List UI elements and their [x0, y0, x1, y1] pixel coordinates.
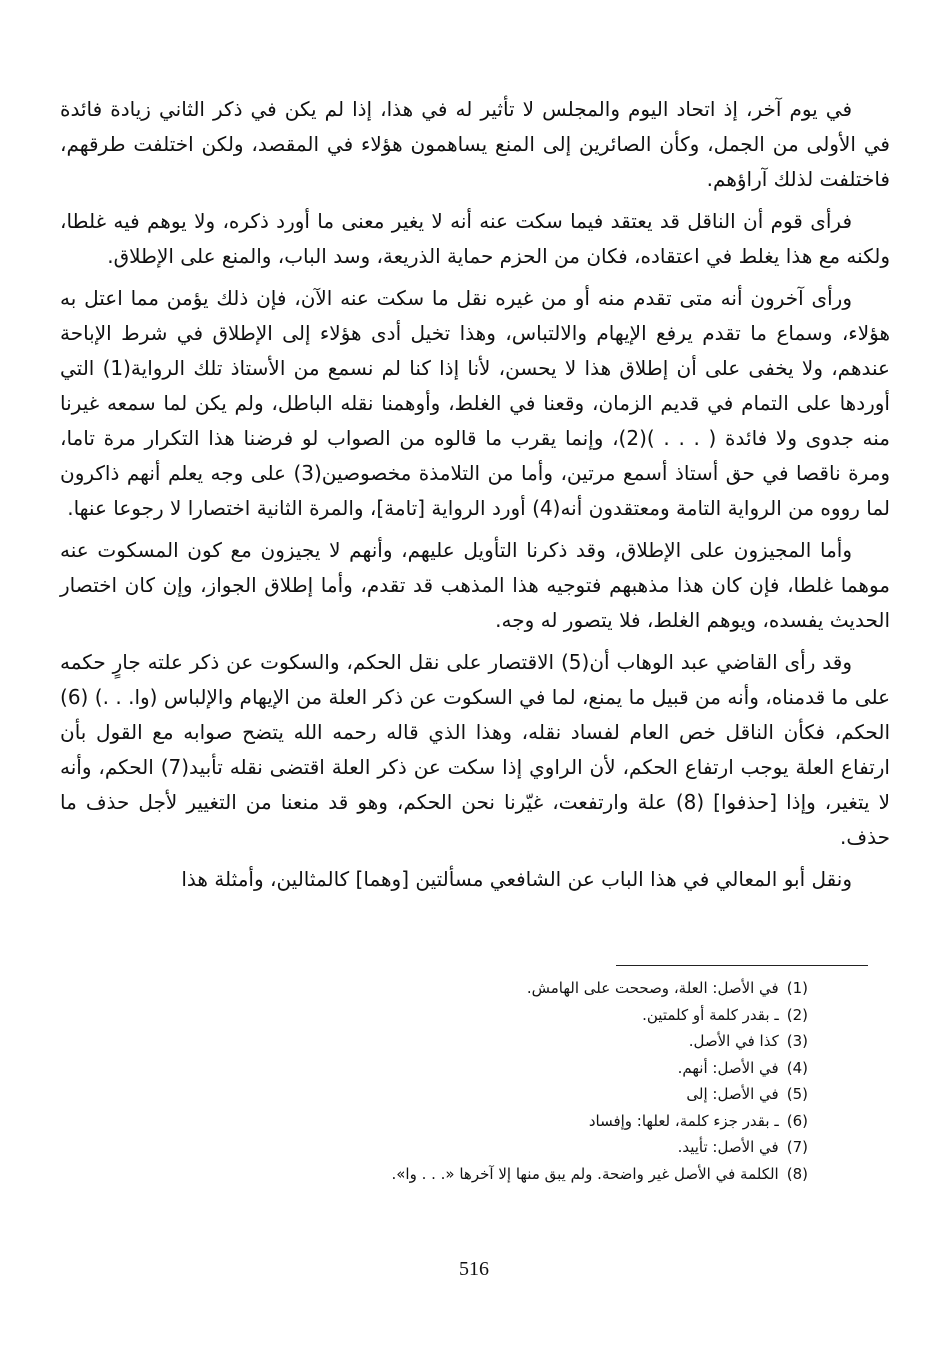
footnote-item — [108, 1108, 808, 1135]
footnote-text: الكلمة في الأصل غير واضحة. ولم يبق منها إلا آخرها «. . . وا». — [391, 1164, 779, 1183]
footnote-number: (3) — [786, 1032, 808, 1050]
footnote-number: (1) — [786, 979, 808, 997]
footnote-text: ـ بقدر كلمة أو كلمتين. — [642, 1005, 779, 1024]
paragraph: وأما المجيزون على الإطلاق، وقد ذكرنا التأويل عليهم، وأنهم لا يجيزون مع كون المسكوت عنه موهما غلطا، فإن كان هذا مذهبهم فتوجيه هذا المذهب قد تقدم، وأما إطلاق الجواز، وإن كان اختصار الحديث يفسده، ويوهم الغلط، فلا يتصور له وجه. — [60, 538, 890, 632]
main-text — [60, 92, 890, 904]
footnote-text: كذا في الأصل. — [688, 1032, 779, 1050]
paragraph: فرأى قوم أن الناقل قد يعتقد فيما سكت عنه أنه لا يغير معنى ما أورد ذكره، ولا يوهم فيه غلطا، ولكنه مع هذا يغلط في اعتقاده، فكان من الحزم حماية الذريعة، وسد الباب، والمنع على الإطلاق. — [60, 209, 890, 268]
footnote-number: (5) — [786, 1085, 808, 1103]
footnote-item — [108, 1002, 808, 1029]
footnote-separator — [616, 965, 868, 966]
paragraph: ورأى آخرون أنه متى تقدم منه أو من غيره نقل ما سكت عنه الآن، فإن ذلك يؤمن مما اعتل به هؤلاء، وسماع ما تقدم يرفع الإيهام والالتباس، وهذا تخيل أدى هؤلاء إلى الإطلاق في شرط الإباحة عندهم، ولا يخفى على أن إطلاق هذا لا يحسن، لأنا إذا كنا لم نسمع من الأستاذ تلك الرواية(1) التي أوردها على التمام في قديم الزمان، وقعنا في الغلط، وأوهمنا نقله الباطل، ولم يكن لما سمعه غيرنا منه جدوى ولا فائدة ( . . . )(2)، وإنما يقرب ما قالوه من الصواب لو فرضنا هذا التكرار مرة تاما، ومرة ناقصا في حق أستاذ أسمع مرتين، وأما من التلامذة مخصوصين(3) على وجه يعلم أنهم ذاكرون لما رووه من الرواية التامة ومعتقدون أنه(4) أورد الرواية [تامة]، والمرة الثانية اختصارا لا رجوعا عنها. — [60, 286, 890, 520]
footnote-number: (2) — [786, 1005, 808, 1024]
footnote-text: في الأصل: تأييد. — [677, 1138, 779, 1156]
footnotes — [108, 975, 808, 1187]
footnote-item — [108, 1028, 808, 1055]
footnote-number: (7) — [786, 1138, 808, 1156]
paragraph: وقد رأى القاضي عبد الوهاب أن(5) الاقتصار على نقل الحكم، والسكوت عن ذكر علته جارٍ حكمه على ما قدمناه، وأنه من قبيل ما يمنع، لما في السكوت عن ذكر العلة من الإيهام والإلباس (وا. . .) (6) الحكم، فكأن الناقل خص العام لفساد نقله، وهذا الذي قاله رحمه الله يتضح صوابه مع القول بأن ارتفاع العلة يوجب ارتفاع الحكم، لأن الراوي إذا سكت عن ذكر العلة اقتضى نقله تأبيد(7) الحكم، وأنه لا يتغير، وإذا [حذفوا] (8) علة وارتفعت، غيّرنا نحن الحكم، وهو قد منعنا من التغيير لأجل حذف ما حذف. — [60, 650, 890, 849]
page-number: 516 — [459, 1258, 489, 1280]
footnote-number: (8) — [786, 1164, 808, 1183]
footnote-text: ـ بقدر جزء كلمة، لعلها: وإفساد — [588, 1111, 779, 1130]
footnote-text: في الأصل: العلة، وصححت على الهامش. — [526, 979, 779, 997]
footnote-item — [108, 1055, 808, 1082]
footnote-number: (6) — [786, 1111, 808, 1130]
footnote-item — [108, 1081, 808, 1108]
footnote-text: في الأصل: إلى — [686, 1085, 779, 1103]
paragraph: في يوم آخر، إذ اتحاد اليوم والمجلس لا تأثير له في هذا، إذا لم يكن في ذكر الثاني زيادة فائدة في الأولى من الجمل، وكأن الصائرين إلى المنع يساهمون هؤلاء في المقصد، ولكن اختلفت طرقهم، فاختلفت لذلك آراؤهم. — [60, 97, 890, 191]
footnote-number: (4) — [786, 1058, 808, 1077]
footnote-text: في الأصل: أنهم. — [677, 1058, 779, 1077]
paragraph: ونقل أبو المعالي في هذا الباب عن الشافعي مسألتين [وهما] كالمثالين، وأمثلة هذا — [181, 867, 852, 891]
footnote-item — [108, 975, 808, 1002]
footnote-item — [108, 1161, 808, 1188]
footnote-item — [108, 1134, 808, 1161]
